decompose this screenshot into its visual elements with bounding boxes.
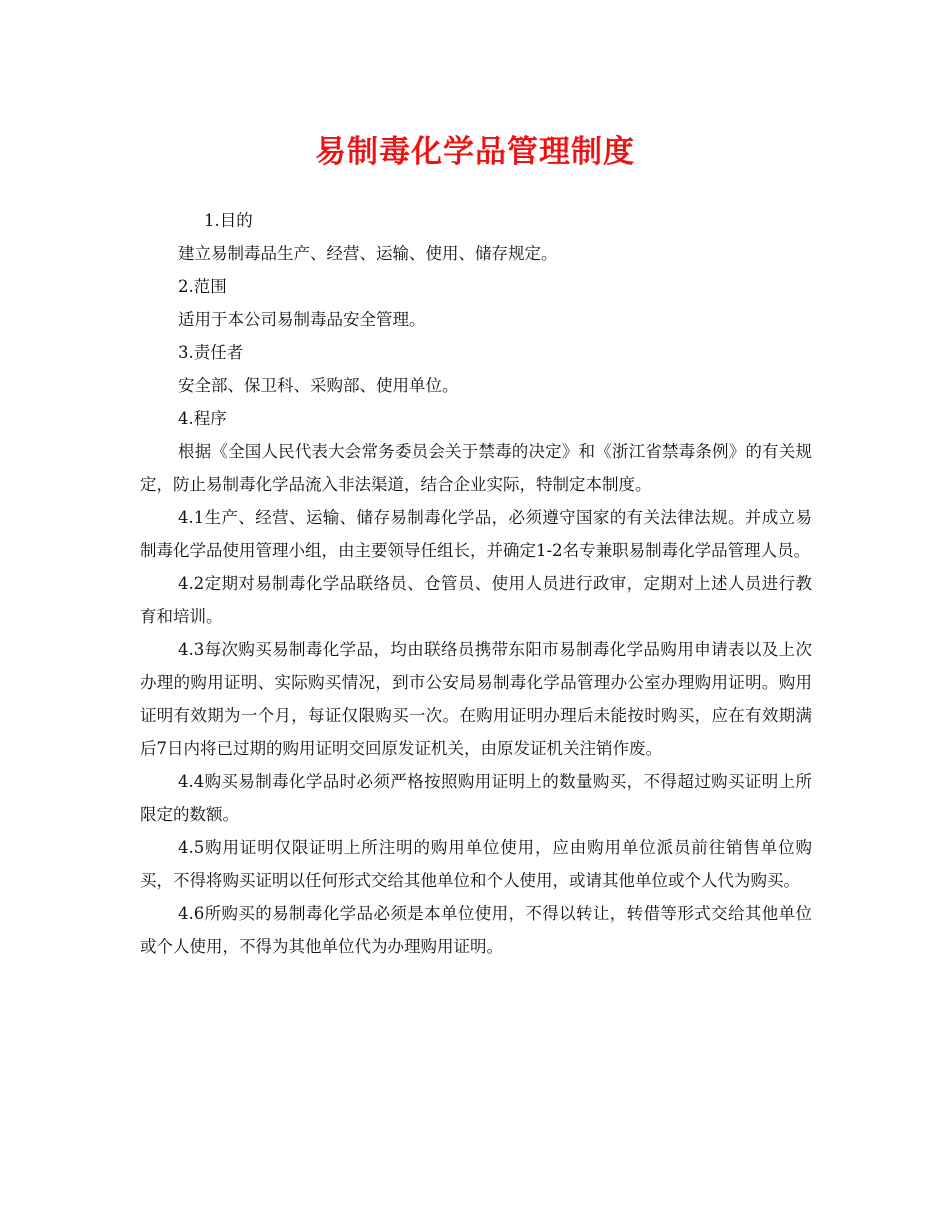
paragraph-scope: 适用于本公司易制毒品安全管理。 — [178, 310, 426, 329]
document-body — [140, 204, 812, 963]
section-heading-responsible: 3.责任者 — [178, 343, 244, 362]
document-title: 易制毒化学品管理制度 — [315, 134, 635, 170]
paragraph-4-4: 4.4购买易制毒化学品时必须严格按照购用证明上的数量购买，不得超过购买证明上所限定的数额。 — [140, 772, 812, 824]
paragraph-purpose: 建立易制毒品生产、经营、运输、使用、储存规定。 — [178, 244, 558, 263]
paragraph-procedure-intro: 根据《全国人民代表大会常务委员会关于禁毒的决定》和《浙江省禁毒条例》的有关规定，防止易制毒化学品流入非法渠道，结合企业实际，特制定本制度。 — [140, 442, 812, 494]
section-heading-scope: 2.范围 — [178, 277, 227, 296]
paragraph-responsible: 安全部、保卫科、采购部、使用单位。 — [178, 376, 459, 395]
section-heading-purpose: 1.目的 — [204, 211, 253, 230]
section-heading-procedure: 4.程序 — [178, 409, 227, 428]
paragraph-4-1: 4.1生产、经营、运输、储存易制毒化学品，必须遵守国家的有关法律法规。并成立易制毒化学品使用管理小组，由主要领导任组长，并确定1-2名专兼职易制毒化学品管理人员。 — [140, 508, 812, 560]
paragraph-4-6: 4.6所购买的易制毒化学品必须是本单位使用，不得以转让，转借等形式交给其他单位或个人使用，不得为其他单位代为办理购用证明。 — [140, 904, 812, 956]
paragraph-4-3: 4.3每次购买易制毒化学品，均由联络员携带东阳市易制毒化学品购用申请表以及上次办理的购用证明、实际购买情况，到市公安局易制毒化学品管理办公室办理购用证明。购用证明有效期为一个月，每证仅限购买一次。在购用证明办理后未能按时购买，应在有效期满后7日内将已过期的购用证明交回原发证机关，由原发证机关注销作废。 — [140, 640, 812, 758]
paragraph-4-5: 4.5购用证明仅限证明上所注明的购用单位使用，应由购用单位派员前往销售单位购买，不得将购买证明以任何形式交给其他单位和个人使用，或请其他单位或个人代为购买。 — [140, 838, 812, 890]
paragraph-4-2: 4.2定期对易制毒化学品联络员、仓管员、使用人员进行政审，定期对上述人员进行教育和培训。 — [140, 574, 812, 626]
